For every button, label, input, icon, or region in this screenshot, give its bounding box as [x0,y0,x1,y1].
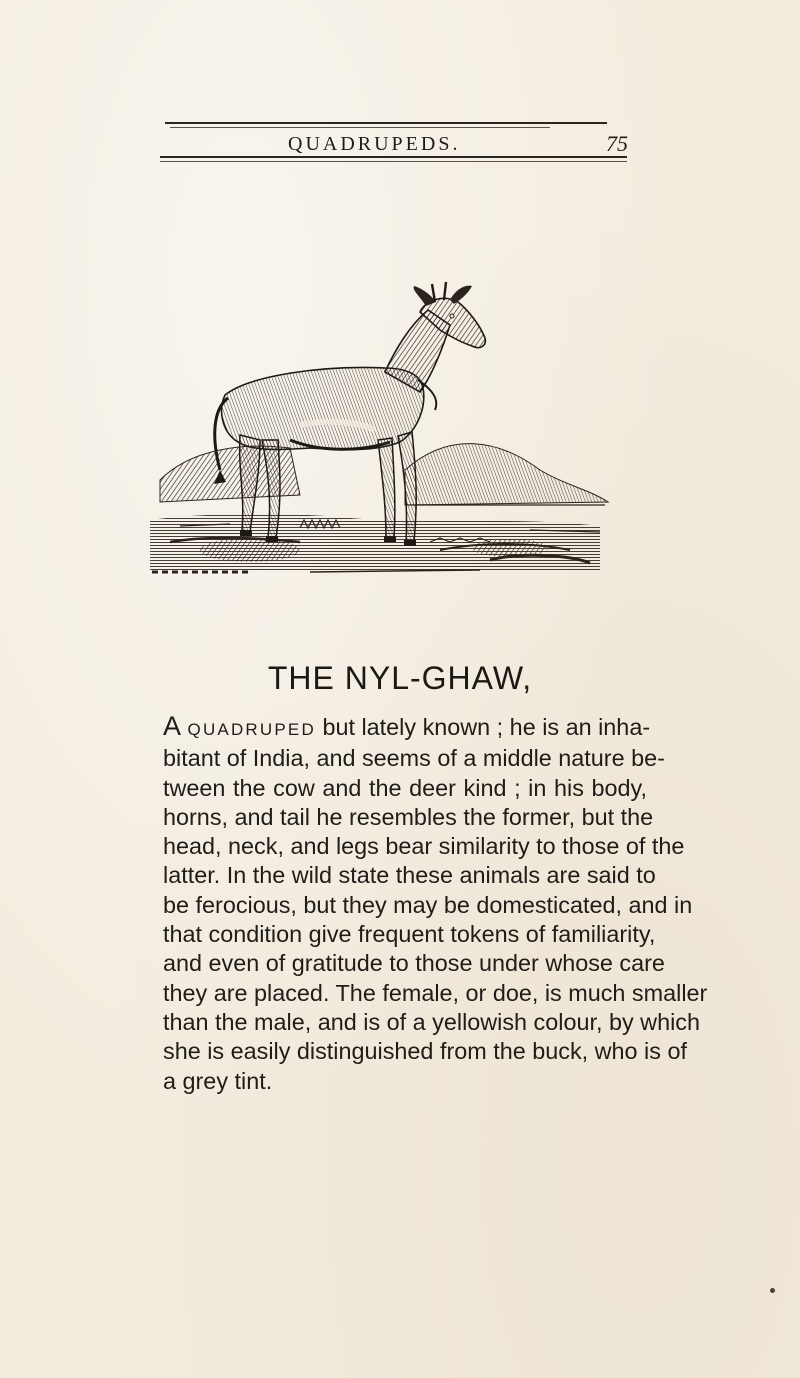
ground [150,514,600,572]
body-line: than the male, and is of a yellowish colour, by which [163,1008,700,1035]
running-title: QUADRUPEDS. [288,133,461,155]
lead-smallcaps: QUADRUPED [187,720,316,739]
line-1-rest: but lately known ; he is an inha- [315,714,651,740]
nyl-ghaw-engraving [150,280,620,590]
body-line: horns, and tail he resembles the former, but the [163,803,654,830]
body-line: that condition give frequent tokens of familiarity, [163,921,656,948]
body-line: be ferocious, but they may be domesticated, and in [163,891,693,918]
body-line-first [163,711,651,744]
header-rule-bottom [160,156,627,158]
body-line-last: a grey tint. [163,1067,273,1094]
lead-initial: A [163,711,182,741]
article-title: THE NYL-GHAW, [267,660,533,696]
header-rule-bottom-thin [160,161,627,162]
nyl-ghaw-figure [214,282,485,546]
body-line: and even of gratitude to those under whose care [163,950,665,977]
body-line: they are placed. The female, or doe, is much smaller [163,979,708,1006]
body-line: latter. In the wild state these animals are said to [163,862,656,889]
article-body [163,711,708,1096]
body-line: head, neck, and legs bear similarity to those of the [163,833,685,860]
paper-speck [770,1288,775,1293]
header-rule-top-thin [170,127,550,128]
body-line: bitant of India, and seems of a middle nature be- [163,745,665,772]
body-line: tween the cow and the deer kind ; in his body, [163,774,647,801]
running-header [0,0,800,170]
page-number: 75 [606,131,628,156]
body-line: she is easily distinguished from the buck, who is of [163,1038,687,1065]
header-rule-top [165,122,607,124]
